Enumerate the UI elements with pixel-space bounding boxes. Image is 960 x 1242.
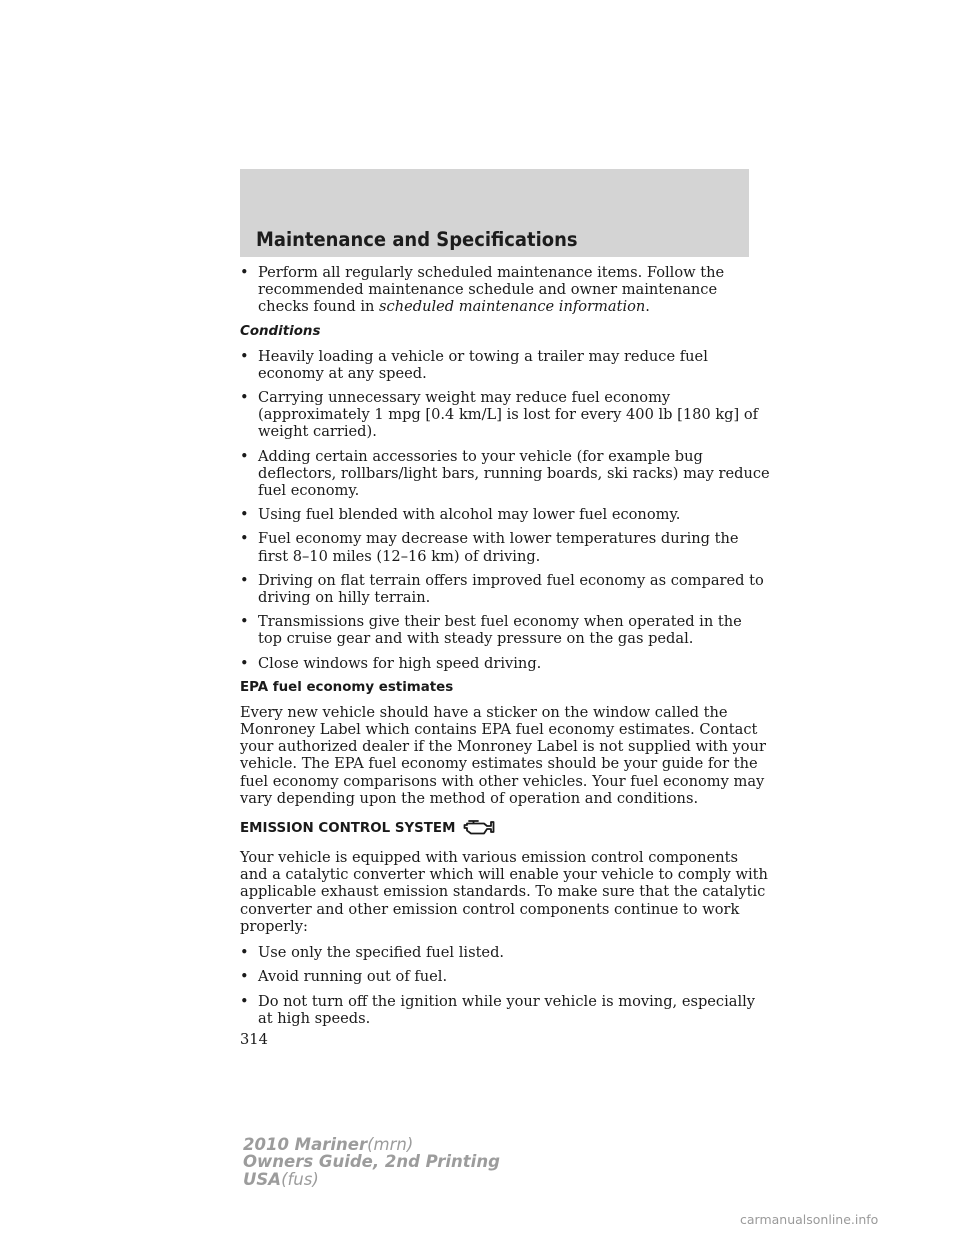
watermark: carmanualsonline.info [740, 1212, 879, 1227]
list-item-text: Use only the specified fuel listed. [258, 944, 505, 962]
conditions-heading: Conditions [240, 323, 321, 339]
engine-icon [463, 816, 495, 841]
bullet-glyph: • [240, 944, 249, 962]
bullet-glyph: • [240, 530, 249, 548]
bullet-glyph: • [240, 613, 249, 631]
bullet-glyph: • [240, 571, 249, 589]
page-number: 314 [240, 1030, 268, 1048]
list-item [240, 572, 770, 606]
list-item [240, 389, 770, 441]
list-item-text: Adding certain accessories to your vehicle (for example bug deflectors, rollbars/light bars, running boards, ski racks) may reduce fuel economy. [258, 447, 770, 500]
list-item-end: . [645, 298, 650, 316]
bullet-glyph: • [240, 447, 249, 465]
list-item-text: Avoid running out of fuel. [258, 968, 448, 986]
bullet-glyph: • [240, 506, 249, 524]
epa-heading: EPA fuel economy estimates [240, 679, 454, 695]
conditions-list [240, 348, 770, 672]
footer-line-2: Owners Guide, 2nd Printing [243, 1152, 500, 1172]
list-item-text: Heavily loading a vehicle or towing a trailer may reduce fuel economy at any speed. [258, 347, 708, 382]
list-item [240, 944, 770, 961]
footer-market-code: (fus) [281, 1169, 319, 1189]
emission-heading [240, 816, 770, 841]
list-item-text: Carrying unnecessary weight may reduce fuel economy (approximately 1 mpg [0.4 km/L] is lost for every 400 lb [180 kg] of weight carried). [258, 389, 759, 441]
bullet-glyph: • [240, 992, 249, 1010]
emission-list [240, 944, 770, 1027]
footer-imprint [243, 1136, 500, 1188]
list-item-text: Transmissions give their best fuel economy when operated in the top cruise gear and with steady pressure on the gas pedal. [258, 613, 742, 648]
epa-paragraph: Every new vehicle should have a sticker on the window called the Monroney Label which contains EPA fuel economy estimates. Contact your authorized dealer if the Monroney Label is not supplied with your vehicle. The EPA fuel economy estimates should be your guide for the fuel economy comparisons with other vehicles. Your fuel economy may vary depending upon the method of operation and conditions. [240, 703, 766, 807]
emission-heading-text: EMISSION CONTROL SYSTEM [240, 821, 456, 837]
list-item [240, 655, 770, 672]
footer-market: USA [243, 1169, 282, 1189]
page-title: Maintenance and Specifications [256, 228, 578, 251]
list-item-text: Driving on flat terrain offers improved fuel economy as compared to driving on hilly terrain. [258, 571, 764, 607]
emission-paragraph: Your vehicle is equipped with various emission control components and a catalytic converter which will enable your vehicle to comply with applicable exhaust emission standards. To make sure that the catalytic converter and other emission control components continue to work properly: [240, 849, 768, 935]
bullet-glyph: • [240, 264, 249, 281]
list-item [240, 993, 770, 1027]
footer-line-3 [243, 1171, 500, 1188]
bullet-glyph: • [240, 654, 249, 672]
list-item [240, 448, 770, 500]
bullet-glyph: • [240, 968, 249, 986]
list-item-text: Perform all regularly scheduled maintenance items. Follow the recommended maintenance schedule and owner maintenance checks found in [258, 264, 725, 316]
list-item [240, 613, 770, 647]
list-item [240, 530, 770, 564]
list-item [240, 968, 770, 985]
list-item-text: Using fuel blended with alcohol may lower fuel economy. [258, 506, 681, 524]
list-item [240, 264, 770, 316]
bullet-glyph: • [240, 347, 249, 365]
list-item-text: Do not turn off the ignition while your vehicle is moving, especially at high speeds. [258, 992, 756, 1027]
list-item [240, 506, 770, 523]
page-content [240, 264, 770, 1048]
bullet-glyph: • [240, 389, 249, 407]
list-item [240, 348, 770, 382]
list-item-text: Fuel economy may decrease with lower temperatures during the first 8–10 miles (12–16 km) of driving. [258, 530, 739, 565]
cross-reference: scheduled maintenance information [379, 298, 646, 316]
footer-line-1 [243, 1136, 500, 1153]
list-item-text: Close windows for high speed driving. [258, 654, 542, 672]
footer-model-code: (mrn) [367, 1135, 414, 1154]
footer-model: 2010 Mariner [243, 1135, 368, 1154]
